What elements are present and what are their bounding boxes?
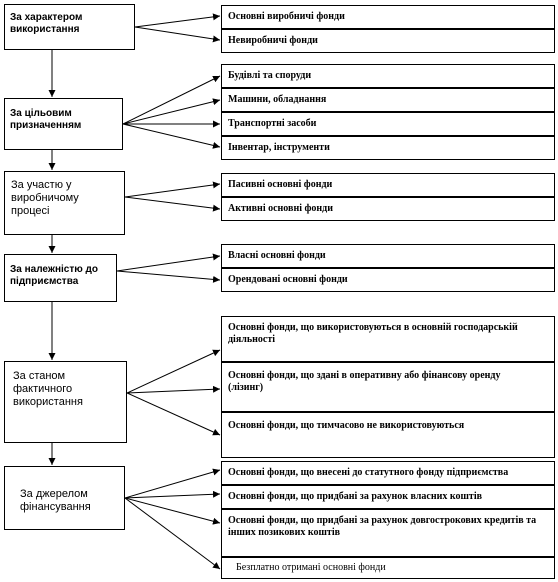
- branch-arrow: [125, 197, 220, 209]
- criterion-label-ownership: За належністю до підприємства: [10, 264, 98, 287]
- criterion-label-production: За участю у виробничому процесі: [11, 179, 79, 218]
- branch-arrow: [123, 100, 220, 124]
- branch-arrow: [125, 470, 220, 498]
- branch-arrow: [125, 498, 220, 523]
- item-label: Пасивні основні фонди: [228, 179, 333, 190]
- item-label: Орендовані основні фонди: [228, 274, 348, 285]
- criterion-label-financing: За джерелом фінансування: [20, 488, 91, 514]
- item-label: Будівлі та споруди: [228, 70, 312, 81]
- item-label: Машини, обладнання: [228, 94, 327, 105]
- branch-arrow: [135, 16, 220, 27]
- branch-arrow: [127, 389, 220, 393]
- item-label: Інвентар, інструменти: [228, 142, 330, 153]
- criterion-label-usage: За характером використання: [10, 12, 83, 35]
- branch-arrow: [123, 124, 220, 147]
- criterion-label-purpose: За цільовим призначенням: [10, 108, 82, 131]
- branch-arrow: [135, 27, 220, 40]
- item-label: Основні фонди, що тимчасово не використовуються: [228, 420, 465, 431]
- item-label: Транспортні засоби: [228, 118, 317, 129]
- item-label: Основні фонди, що здані в оперативну або фінансову оренду (лізинг): [228, 370, 501, 393]
- branch-arrow: [117, 271, 220, 280]
- item-label: Основні виробничі фонди: [228, 11, 345, 22]
- item-label: Безплатно отримані основні фонди: [236, 562, 386, 573]
- item-label: Основні фонди, що внесені до статутного фонду підприємства: [228, 467, 509, 478]
- item-label: Невиробничі фонди: [228, 35, 318, 46]
- branch-arrow: [125, 184, 220, 197]
- item-label: Основні фонди, що придбані за рахунок довгострокових кредитів та інших позикових коштів: [228, 515, 537, 538]
- item-label: Основні фонди, що придбані за рахунок власних коштів: [228, 491, 483, 502]
- item-label: Активні основні фонди: [228, 203, 333, 214]
- item-box: [221, 412, 555, 458]
- branch-arrow: [125, 498, 220, 569]
- branch-arrow: [127, 350, 220, 393]
- branch-arrow: [127, 393, 220, 435]
- item-label: Власні основні фонди: [228, 250, 326, 261]
- criterion-label-state: За станом фактичного використання: [13, 370, 83, 409]
- item-label: Основні фонди, що використовуються в основній господарській діяльності: [228, 322, 518, 345]
- branch-arrow: [123, 76, 220, 124]
- branch-arrow: [117, 256, 220, 271]
- branch-arrow: [125, 494, 220, 498]
